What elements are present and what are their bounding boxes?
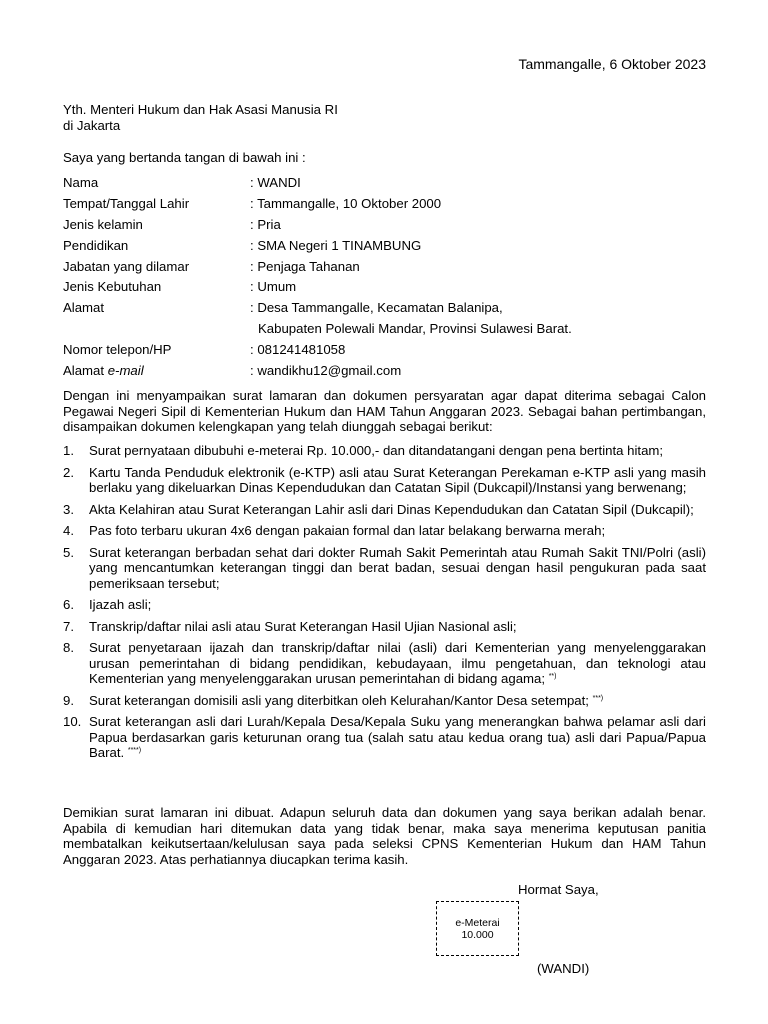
list-item	[63, 545, 706, 592]
field-label	[63, 363, 250, 384]
list-text	[89, 502, 706, 518]
list-text	[89, 619, 706, 635]
list-text	[89, 465, 706, 496]
list-text	[89, 443, 706, 459]
list-text	[89, 545, 706, 592]
list-item	[63, 693, 706, 709]
list-text	[89, 640, 706, 687]
field-label: Nama	[63, 175, 99, 190]
list-number: 3.	[63, 501, 74, 517]
field-label: Tempat/Tanggal Lahir	[63, 195, 190, 211]
field-value: : Pria	[250, 216, 281, 232]
field-row-gender	[63, 217, 713, 238]
field-row-position	[63, 259, 713, 280]
field-value: : wandikhu12@gmail.com	[250, 362, 402, 378]
footnote-marker: ****)	[127, 747, 142, 754]
list-item	[63, 443, 706, 459]
email-label-italic: e-mail	[107, 362, 144, 378]
recipient-block	[63, 102, 338, 133]
field-row-phone	[63, 342, 713, 363]
list-number: 2.	[63, 464, 74, 480]
list-number: 8.	[63, 640, 74, 655]
field-label: Nomor telepon/HP	[63, 341, 172, 357]
field-value: : Umum	[250, 279, 297, 295]
email-label-prefix: Alamat	[63, 362, 108, 378]
list-item	[63, 465, 706, 496]
stamp-amount: 10.000	[461, 928, 494, 941]
list-number: 6.	[63, 597, 74, 612]
list-text	[89, 714, 706, 761]
field-value	[250, 300, 713, 342]
letter-date: Tammangalle, 6 Oktober 2023	[518, 56, 706, 72]
signatory-name: (WANDI)	[537, 961, 590, 976]
list-text-body: Surat keterangan asli dari Lurah/Kepala Desa/Kepala Suku yang menerangkan bahwa pelamar asli dari Papua berdasarkan garis keturunan orang tua (salah satu atau kedua orang tua) asli dari Papua/Papua Barat.	[89, 714, 706, 760]
field-label: Jenis Kebutuhan	[63, 279, 162, 295]
list-text-body: Kartu Tanda Penduduk elektronik (e-KTP) asli atau Surat Keterangan Perekaman e-KTP asli yang masih berlaku yang dikeluarkan Dinas Kependudukan dan Catatan Sipil (Dukcapil)/Instansi yang berwenang;	[89, 464, 706, 495]
list-text-body: Transkrip/daftar nilai asli atau Surat Keterangan Hasil Ujian Nasional asli;	[89, 618, 517, 634]
e-meterai-stamp	[436, 901, 519, 956]
list-text	[89, 523, 706, 539]
field-label: Alamat	[63, 300, 105, 316]
field-row-name	[63, 175, 713, 196]
list-text-body: Surat penyetaraan ijazah dan transkrip/daftar nilai (asli) dari Kementerian yang menyelenggarakan urusan pemerintahan di bidang pendidikan, kebudayaan, ilmu pengetahuan, dan teknologi atau Kementerian yang menyelenggarakan urusan pemerintahan di bidang agama;	[89, 640, 706, 686]
document-list	[63, 443, 706, 767]
list-item	[63, 502, 706, 518]
field-label: Jabatan yang dilamar	[63, 258, 190, 274]
list-number: 1.	[63, 443, 74, 458]
list-text	[89, 693, 706, 709]
body-paragraph: Dengan ini menyampaikan surat lamaran dan dokumen persyaratan agar dapat diterima sebagai Calon Pegawai Negeri Sipil di Kementerian Hukum dan HAM Tahun Anggaran 2023. Sebagai bahan pertimbangan, disampaikan dokumen kelengkapan yang telah diunggah sebagai berikut:	[63, 388, 706, 434]
list-item	[63, 597, 706, 613]
list-text-body: Surat keterangan domisili asli yang diterbitkan oleh Kelurahan/Kantor Desa setempat;	[89, 692, 589, 708]
field-value: : 081241481058	[250, 341, 346, 357]
recipient-line-2: di Jakarta	[63, 117, 121, 133]
field-row-birth	[63, 196, 713, 217]
applicant-fields	[63, 175, 713, 384]
field-row-email	[63, 363, 713, 384]
list-number: 9.	[63, 692, 74, 708]
list-text-body: Surat keterangan berbadan sehat dari dokter Rumah Sakit Pemerintah atau Rumah Sakit TNI/Polri (asli) yang mencantumkan keterangan tinggi dan berat badan, sesuai dengan hasil pengukuran pada saat pemeriksaan tersebut;	[89, 544, 706, 591]
field-value: : WANDI	[250, 175, 301, 190]
list-text-body: Pas foto terbaru ukuran 4x6 dengan pakaian formal dan latar belakang berwarna merah;	[89, 523, 606, 538]
address-line-1: : Desa Tammangalle, Kecamatan Balanipa,	[250, 300, 503, 316]
list-item	[63, 640, 706, 687]
list-item	[63, 523, 706, 539]
address-line-2: Kabupaten Polewali Mandar, Provinsi Sulawesi Barat.	[258, 321, 572, 337]
field-row-address	[63, 300, 713, 342]
field-value: : SMA Negeri 1 TINAMBUNG	[250, 237, 422, 253]
list-text-body: Ijazah asli;	[89, 597, 152, 612]
list-number: 5.	[63, 544, 74, 560]
regards-text: Hormat Saya,	[518, 882, 599, 897]
field-row-need-type	[63, 279, 713, 300]
footnote-marker: ***)	[592, 694, 604, 702]
list-item	[63, 714, 706, 761]
list-number: 4.	[63, 523, 74, 538]
field-row-education	[63, 238, 713, 259]
field-label: Jenis kelamin	[63, 216, 143, 232]
stamp-label: e-Meterai	[455, 916, 500, 929]
list-item	[63, 619, 706, 635]
list-number: 10.	[63, 714, 82, 729]
recipient-line-1: Yth. Menteri Hukum dan Hak Asasi Manusia RI	[63, 102, 338, 117]
intro-text: Saya yang bertanda tangan di bawah ini :	[63, 150, 306, 165]
field-value: : Penjaga Tahanan	[250, 258, 360, 274]
list-text-body: Akta Kelahiran atau Surat Keterangan Lahir asli dari Dinas Kependudukan dan Catatan Sipil (Dukcapil);	[89, 501, 694, 517]
closing-paragraph: Demikian surat lamaran ini dibuat. Adapun seluruh data dan dokumen yang saya berikan adalah benar. Apabila di kemudian hari ditemukan data yang tidak benar, maka saya menerima keputusan panitia membatalkan keikutsertaan/kelulusan saya pada seleksi CPNS Kementerian Hukum dan HAM Tahun Anggaran 2023. Atas perhatiannya diucapkan terima kasih.	[63, 805, 706, 867]
field-value: : Tammangalle, 10 Oktober 2000	[250, 195, 442, 211]
footnote-marker: **)	[548, 673, 557, 680]
list-number: 7.	[63, 618, 74, 634]
field-label: Pendidikan	[63, 237, 129, 253]
list-text	[89, 597, 706, 613]
list-text-body: Surat pernyataan dibubuhi e-meterai Rp. 10.000,- dan ditandatangani dengan pena bertinta hitam;	[89, 443, 664, 458]
